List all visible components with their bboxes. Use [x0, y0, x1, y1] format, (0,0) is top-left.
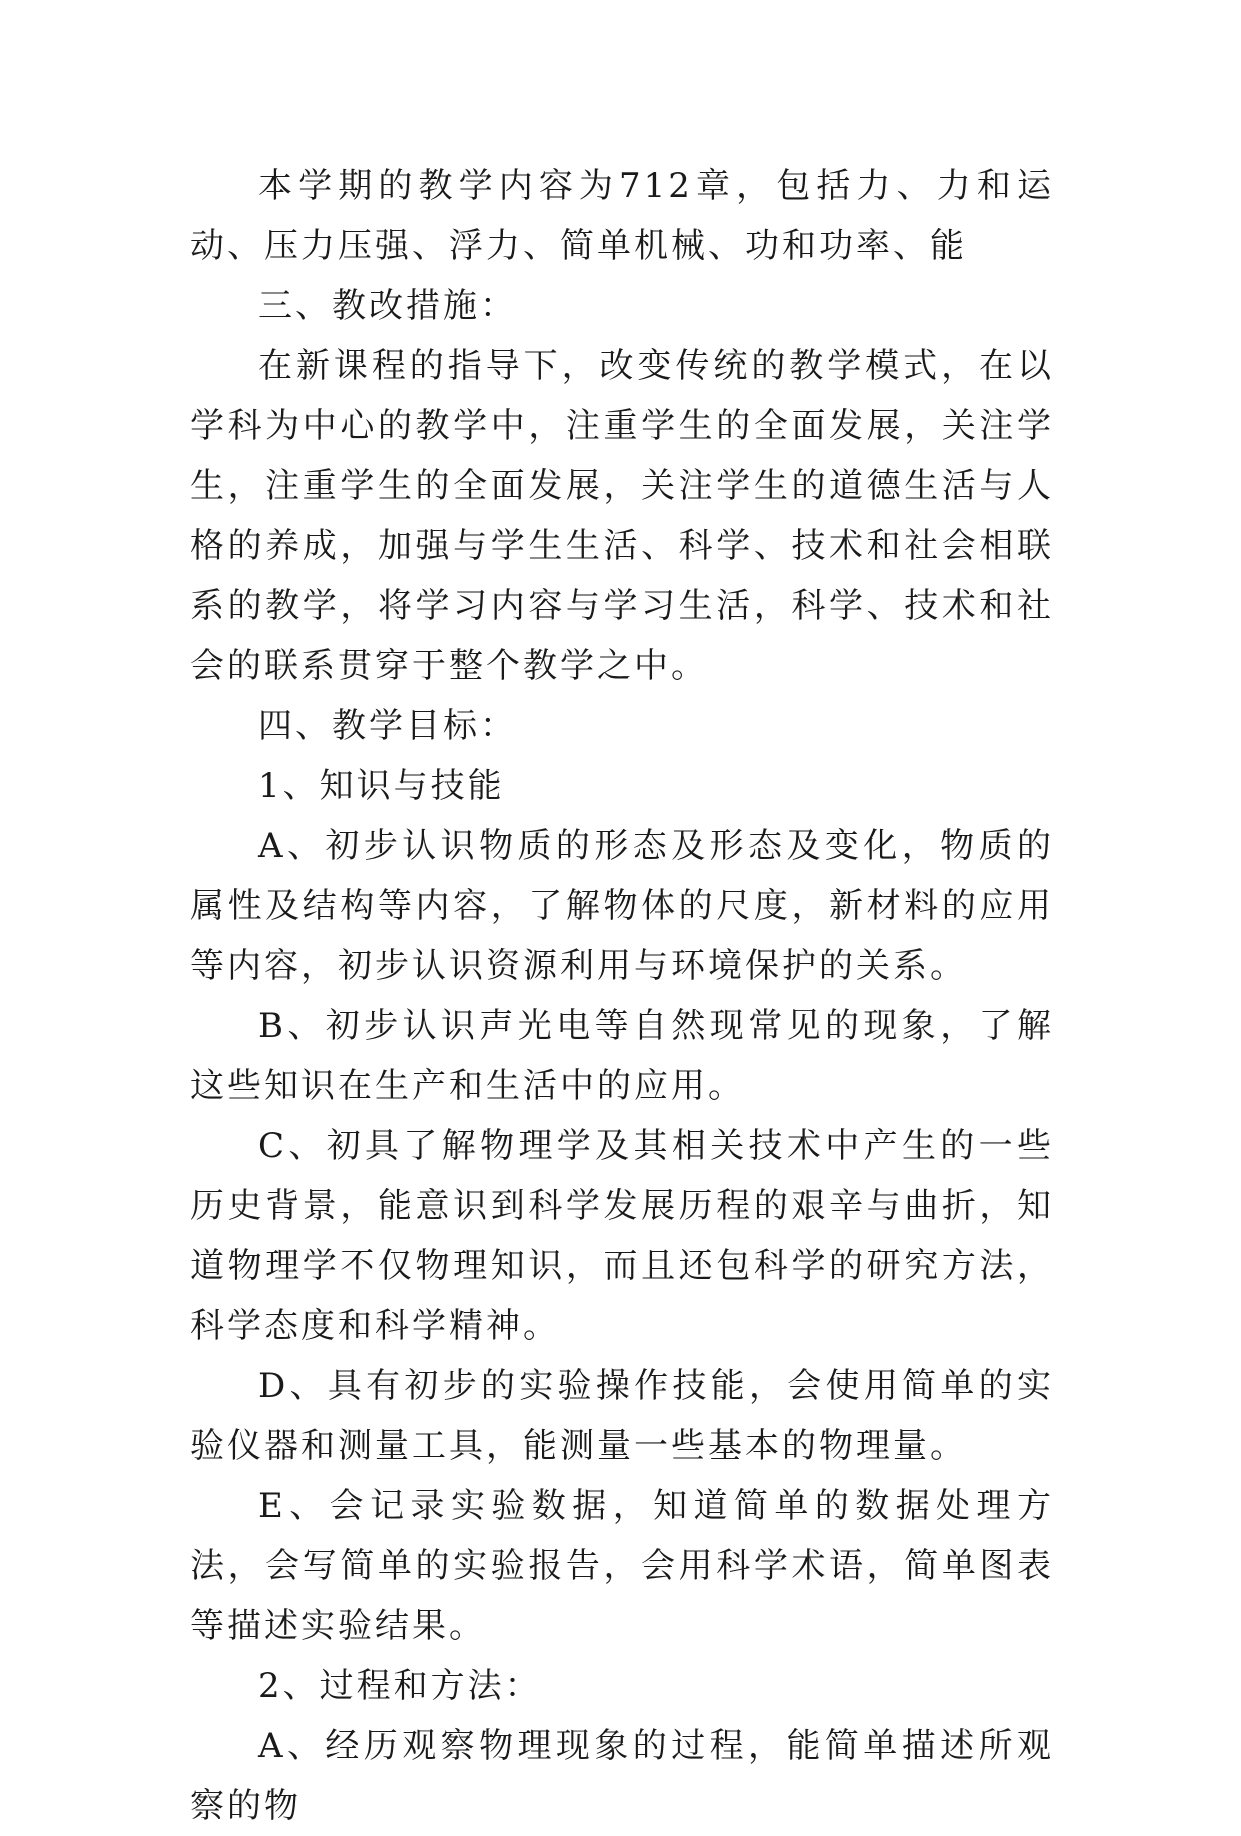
heading-teaching-goals: 四、教学目标： [258, 706, 517, 746]
paragraph-goal-e: E、会记录实验数据，知道简单的数据处理方法，会写简单的实验报告，会用科学术语，简单图表等描述实验结果。 [190, 1486, 1054, 1646]
paragraph-teaching-content: 本学期的教学内容为712章，包括力、力和运动、压力压强、浮力、简单机械、功和功率、能 [190, 166, 1054, 266]
subheading-knowledge-skills: 1、知识与技能 [258, 766, 505, 806]
paragraph-goal-a: A、初步认识物质的形态及形态及变化，物质的属性及结构等内容，了解物体的尺度，新材料的应用等内容，初步认识资源利用与环境保护的关系。 [190, 826, 1054, 986]
heading-reform-measures: 三、教改措施： [258, 286, 517, 326]
paragraph-goal-c: C、初具了解物理学及其相关技术中产生的一些历史背景，能意识到科学发展历程的艰辛与曲折，知道物理学不仅物理知识，而且还包科学的研究方法，科学态度和科学精神。 [190, 1126, 1054, 1346]
paragraph-goal-d: D、具有初步的实验操作技能，会使用简单的实验仪器和测量工具，能测量一些基本的物理量。 [190, 1366, 1054, 1466]
paragraph-goal-b: B、初步认识声光电等自然现常见的现象，了解这些知识在生产和生活中的应用。 [190, 1006, 1054, 1106]
subheading-process-methods: 2、过程和方法： [258, 1666, 542, 1706]
document-body [190, 156, 1054, 1836]
paragraph-reform-measures: 在新课程的指导下，改变传统的教学模式，在以学科为中心的教学中，注重学生的全面发展，关注学生，注重学生的全面发展，关注学生的道德生活与人格的养成，加强与学生生活、科学、技术和社会相联系的教学，将学习内容与学习生活，科学、技术和社会的联系贯穿于整个教学之中。 [190, 346, 1054, 686]
paragraph-process-a: A、经历观察物理现象的过程，能简单描述所观察的物 [190, 1726, 1054, 1826]
